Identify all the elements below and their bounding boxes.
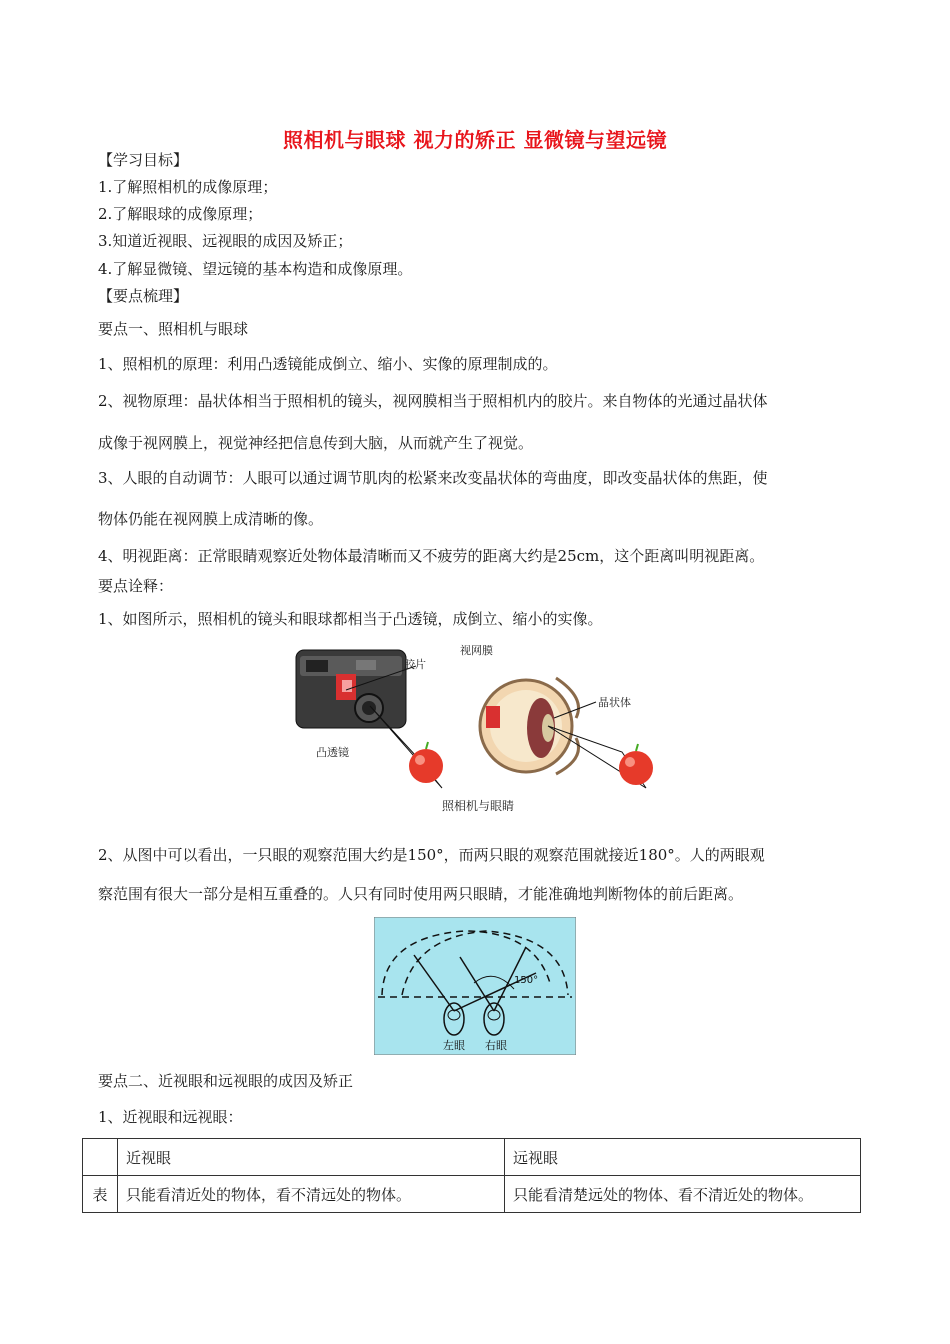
section-1-heading: 要点一、照相机与眼球 xyxy=(98,320,249,338)
label-crystalline-lens: 晶状体 xyxy=(598,696,631,709)
table-cell: 远视眼 xyxy=(505,1139,861,1176)
table-cell xyxy=(83,1139,118,1176)
figure-caption: 照相机与眼睛 xyxy=(441,799,515,813)
table-cell: 近视眼 xyxy=(118,1139,505,1176)
camera-eye-figure xyxy=(286,638,670,820)
note-2-line-2: 察范围有很大一部分是相互重叠的。人只有同时使用两只眼睛，才能准确地判断物体的前后距离。 xyxy=(98,885,744,903)
note-2-line-1: 2、从图中可以看出，一只眼的观察范围大约是150°，而两只眼的观察范围就接近180°。人的两眼观 xyxy=(98,846,765,864)
table-row xyxy=(83,1176,861,1213)
comparison-table xyxy=(82,1138,861,1213)
objective-4: 4.了解显微镜、望远镜的基本构造和成像原理。 xyxy=(98,260,413,278)
label-convex-lens: 凸透镜 xyxy=(316,746,349,759)
retina-image xyxy=(486,706,500,728)
left-eye-label: 左眼 xyxy=(443,1039,465,1052)
paragraph-4: 4、明视距离：正常眼睛观察近处物体最清晰而又不疲劳的距离大约是25cm，这个距离叫明视距离。 xyxy=(98,547,765,565)
eye-illustration xyxy=(480,678,579,774)
paragraph-3-line-1: 3、人眼的自动调节：人眼可以通过调节肌肉的松紧来改变晶状体的弯曲度，即改变晶状体的焦距，使 xyxy=(98,469,768,487)
camera-illustration xyxy=(296,650,416,728)
objective-2: 2.了解眼球的成像原理； xyxy=(98,205,263,223)
paragraph-2-line-2: 成像于视网膜上，视觉神经把信息传到大脑，从而就产生了视觉。 xyxy=(98,434,534,452)
objective-1: 1.了解照相机的成像原理； xyxy=(98,178,278,196)
note-1: 1、如图所示，照相机的镜头和眼球都相当于凸透镜，成倒立、缩小的实像。 xyxy=(98,610,603,628)
key-points-heading: 【要点梳理】 xyxy=(98,287,189,305)
apple-icon xyxy=(409,742,443,783)
label-film: 胶片 xyxy=(404,658,426,671)
table-cell: 表 xyxy=(83,1176,118,1213)
paragraph-2-line-1: 2、视物原理：晶状体相当于照相机的镜头，视网膜相当于照相机内的胶片。来自物体的光通过晶状体 xyxy=(98,392,768,410)
table-cell: 只能看清楚远处的物体、看不清近处的物体。 xyxy=(505,1176,861,1213)
table-header-row xyxy=(83,1139,861,1176)
page-title: 照相机与眼球 视力的矫正 显微镜与望远镜 xyxy=(283,128,667,152)
angle-label: 150° xyxy=(514,975,539,986)
label-retina: 视网膜 xyxy=(460,644,493,657)
paragraph-3-line-2: 物体仍能在视网膜上成清晰的像。 xyxy=(98,510,324,528)
right-eye-label: 右眼 xyxy=(485,1039,507,1052)
apple-icon xyxy=(619,744,653,785)
table-cell: 只能看清近处的物体，看不清远处的物体。 xyxy=(118,1176,505,1213)
section-2-heading: 要点二、近视眼和远视眼的成因及矫正 xyxy=(98,1072,354,1090)
objective-3: 3.知道近视眼、远视眼的成因及矫正； xyxy=(98,232,353,250)
paragraph-1: 1、照相机的原理：利用凸透镜能成倒立、缩小、实像的原理制成的。 xyxy=(98,355,558,373)
field-of-view-figure xyxy=(374,917,576,1055)
section-2-paragraph-1: 1、近视眼和远视眼： xyxy=(98,1108,243,1126)
objectives-heading: 【学习目标】 xyxy=(98,151,189,169)
notes-heading: 要点诠释： xyxy=(98,577,174,595)
